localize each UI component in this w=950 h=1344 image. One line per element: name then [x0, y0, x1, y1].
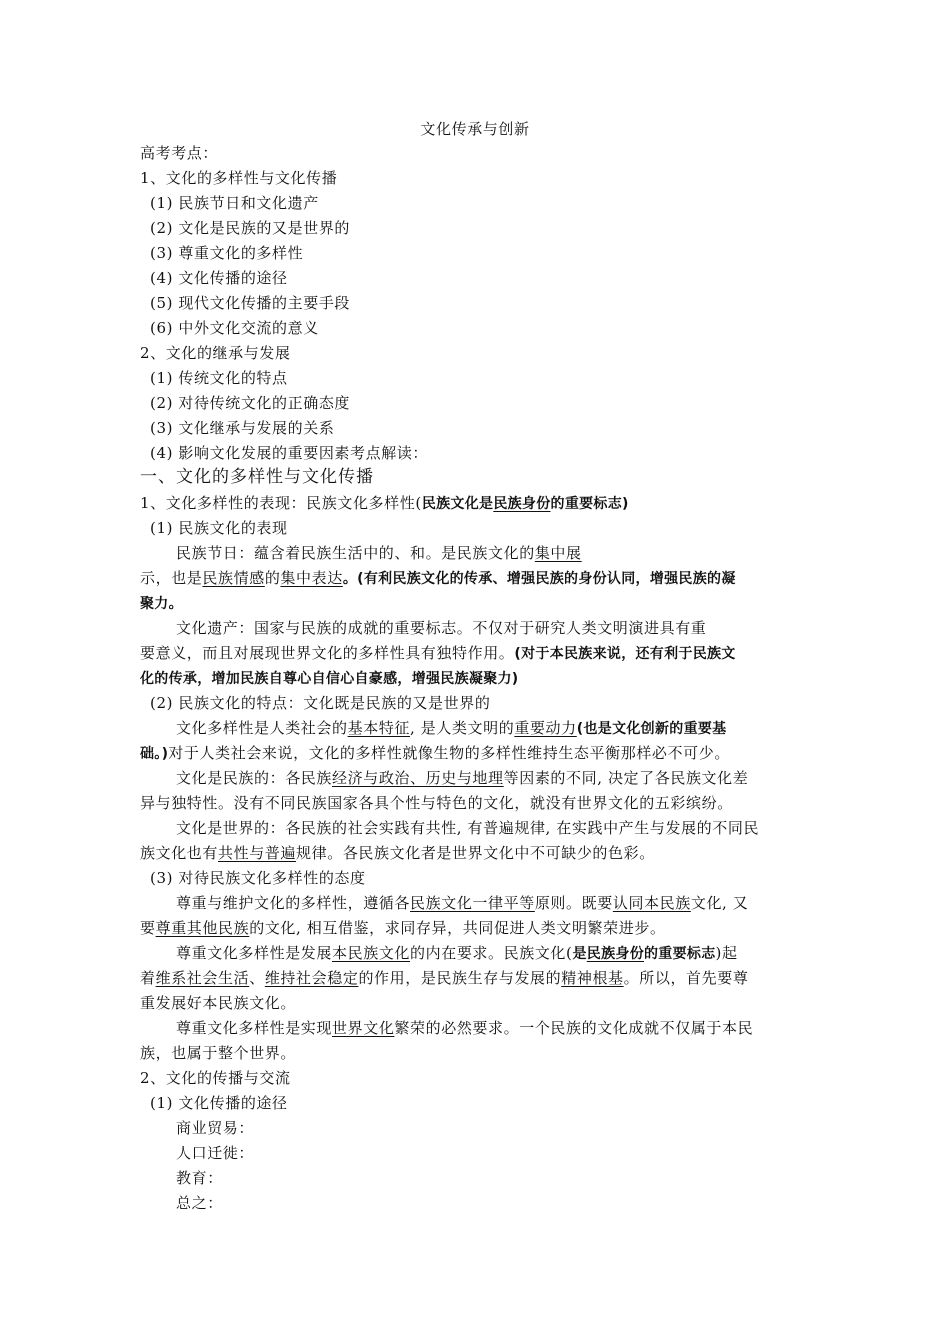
- paragraph-line: 民族节日：蕴含着民族生活中的、和。是民族文化的集中展: [176, 544, 582, 562]
- outline-item: (1) 传统文化的特点: [150, 369, 288, 387]
- paragraph-line: 1、文化多样性的表现：民族文化多样性(民族文化是民族身份的重要标志): [140, 494, 629, 512]
- paragraph-line: 化的传承，增加民族自尊心自信心自豪感，增强民族凝聚力): [140, 671, 519, 687]
- outline-item: (3) 文化继承与发展的关系: [150, 419, 335, 437]
- outline-section-1: 1、文化的多样性与文化传播: [140, 169, 338, 187]
- outline-item: (5) 现代文化传播的主要手段: [150, 294, 351, 312]
- paragraph-line: 文化多样性是人类社会的基本特征, 是人类文明的重要动力(也是文化创新的重要基: [176, 719, 727, 737]
- outline-item: (1) 民族节日和文化遗产: [150, 194, 319, 212]
- outline-item: (2) 文化是民族的又是世界的: [150, 219, 351, 237]
- outline-item: (4) 影响文化发展的重要因素考点解读：: [150, 444, 429, 462]
- paragraph-line: 要尊重其他民族的文化, 相互借鉴，求同存异，共同促进人类文明繁荣进步。: [140, 919, 666, 937]
- outline-item: (4) 文化传播的途径: [150, 269, 288, 287]
- section-heading: 2、文化的传播与交流: [140, 1069, 291, 1087]
- outline-item: (2) 对待传统文化的正确态度: [150, 394, 351, 412]
- paragraph-line: 文化是民族的：各民族经济与政治、历史与地理等因素的不同, 决定了各民族文化差: [176, 769, 749, 787]
- paragraph-line: 尊重文化多样性是实现世界文化繁荣的必然要求。一个民族的文化成就不仅属于本民: [176, 1019, 754, 1037]
- list-item: 总之：: [176, 1194, 223, 1212]
- part1-heading: 一、文化的多样性与文化传播: [140, 467, 374, 487]
- subsection-heading: (2) 民族文化的特点：文化既是民族的又是世界的: [150, 694, 491, 712]
- list-item: 人口迁徙：: [176, 1144, 255, 1162]
- subsection-heading: (3) 对待民族文化多样性的态度: [150, 869, 366, 887]
- list-item: 商业贸易：: [176, 1119, 255, 1137]
- outline-section-2: 2、文化的继承与发展: [140, 344, 291, 362]
- paragraph-line: 异与独特性。没有不同民族国家各具个性与特色的文化，就没有世界文化的五彩缤纷。: [140, 794, 733, 812]
- paragraph-line: 族文化也有共性与普遍规律。各民族文化者是世界文化中不可缺少的色彩。: [140, 844, 655, 862]
- paragraph-line: 尊重文化多样性是发展本民族文化的内在要求。民族文化(是民族身份的重要标志)起: [176, 944, 738, 962]
- paragraph-line: 文化遗产：国家与民族的成就的重要标志。不仅对于研究人类文明演进具有重: [176, 619, 707, 637]
- paragraph-line: 文化是世界的：各民族的社会实践有共性, 有普遍规律, 在实践中产生与发展的不同民: [176, 819, 760, 837]
- paragraph-line: 聚力。: [140, 596, 183, 612]
- paragraph-line: 示，也是民族情感的集中表达。(有利民族文化的传承、增强民族的身份认同，增强民族的凝: [140, 569, 736, 587]
- outline-heading: 高考考点：: [140, 144, 219, 162]
- page-title: 文化传承与创新: [420, 120, 530, 138]
- paragraph-line: 族，也属于整个世界。: [140, 1044, 297, 1062]
- paragraph-line: 尊重与维护文化的多样性，遵循各民族文化一律平等原则。既要认同本民族文化, 又: [176, 894, 749, 912]
- list-item: 教育：: [176, 1169, 223, 1187]
- outline-item: (3) 尊重文化的多样性: [150, 244, 304, 262]
- paragraph-line: 要意义，而且对展现世界文化的多样性具有独特作用。(对于本民族来说，还有利于民族文: [140, 644, 736, 662]
- paragraph-line: 重发展好本民族文化。: [140, 994, 297, 1012]
- paragraph-line: 础。)对于人类社会来说，文化的多样性就像生物的多样性维持生态平衡那样必不可少。: [140, 744, 730, 762]
- subsection-heading: (1) 文化传播的途径: [150, 1094, 288, 1112]
- subsection-heading: (1) 民族文化的表现: [150, 519, 288, 537]
- paragraph-line: 着维系社会生活、维持社会稳定的作用，是民族生存与发展的精神根基。所以，首先要尊: [140, 969, 749, 987]
- outline-item: (6) 中外文化交流的意义: [150, 319, 319, 337]
